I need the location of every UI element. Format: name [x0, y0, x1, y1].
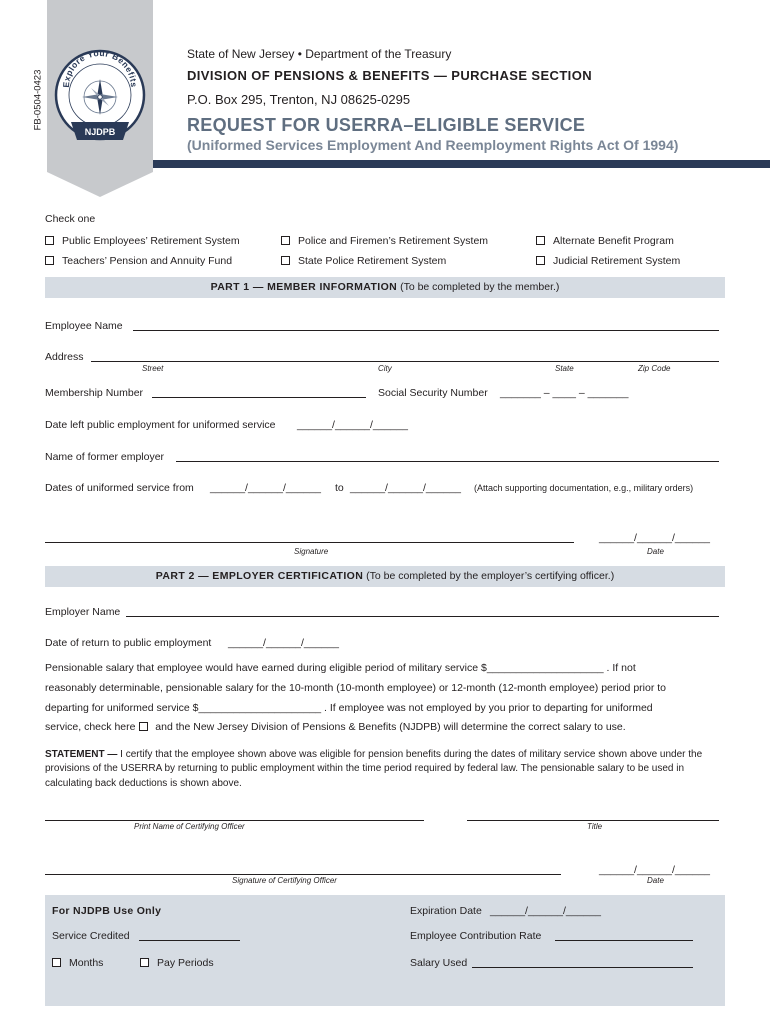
zip-caption: Zip Code [638, 364, 671, 373]
service-credited-field[interactable] [139, 940, 240, 941]
member-date-field[interactable]: ______/______/______ [599, 532, 710, 544]
option-abp[interactable]: Alternate Benefit Program [536, 235, 674, 247]
contribution-rate-label: Employee Contribution Rate [410, 930, 542, 942]
checkbox[interactable] [45, 236, 54, 245]
officer-date-field[interactable]: ______/______/______ [599, 864, 710, 876]
date-return-label: Date of return to public employment [45, 637, 212, 649]
date-left-field[interactable]: ______/______/______ [297, 419, 408, 431]
expiration-date-label: Expiration Date [410, 905, 482, 917]
option-pfrs[interactable]: Police and Firemen’s Retirement System [281, 235, 488, 247]
expiration-date-field[interactable]: ______/______/______ [490, 905, 601, 917]
address-label: Address [45, 351, 84, 363]
option-pers[interactable]: Public Employees’ Retirement System [45, 235, 240, 247]
print-name-field[interactable] [45, 820, 424, 821]
service-credited-label: Service Credited [52, 930, 130, 942]
logo-ring-text: Explore Your Benefits [60, 47, 140, 88]
date-caption: Date [647, 547, 664, 556]
division-address: P.O. Box 295, Trenton, NJ 08625-0295 [187, 92, 411, 107]
checkbox[interactable] [140, 958, 149, 967]
address-field[interactable] [91, 361, 719, 362]
header-rule [153, 160, 770, 168]
salary-used-field[interactable] [472, 967, 693, 968]
employer-name-field[interactable] [126, 616, 719, 617]
service-dates-label: Dates of uniformed service from [45, 482, 194, 494]
state-department-line: State of New Jersey • Department of the Treasury [187, 47, 452, 61]
officer-title-field[interactable] [467, 820, 719, 821]
months-option[interactable]: Months [52, 957, 103, 969]
checkbox[interactable] [281, 256, 290, 265]
division-heading: DIVISION OF PENSIONS & BENEFITS — PURCHASE SECTION [187, 68, 592, 83]
checkbox[interactable] [52, 958, 61, 967]
use-only-title: For NJDPB Use Only [52, 905, 162, 917]
part2-header: PART 2 — EMPLOYER CERTIFICATION (To be completed by the employer’s certifying officer.) [45, 566, 725, 587]
service-from-field[interactable]: ______/______/______ [210, 482, 321, 494]
state-caption: State [555, 364, 574, 373]
njdpb-logo [47, 0, 153, 197]
service-to-field[interactable]: ______/______/______ [350, 482, 461, 494]
title-caption: Title [587, 822, 603, 831]
contribution-rate-field[interactable] [555, 940, 693, 941]
salary-used-label: Salary Used [410, 957, 468, 969]
former-employer-label: Name of former employer [45, 451, 165, 463]
njdpb-determine-checkbox[interactable] [139, 722, 148, 731]
option-jrs[interactable]: Judicial Retirement System [536, 255, 680, 267]
salary-field-2[interactable]: _____________________ [198, 701, 322, 714]
signature-caption: Signature [294, 547, 329, 556]
employee-name-label: Employee Name [45, 320, 123, 332]
member-signature-field[interactable] [45, 542, 574, 543]
njdpb-use-only-box [45, 895, 725, 1006]
officer-signature-field[interactable] [45, 874, 561, 875]
part1-header: PART 1 — MEMBER INFORMATION (To be completed by the member.) [45, 277, 725, 298]
membership-number-field[interactable] [152, 397, 366, 398]
check-one-label: Check one [45, 213, 96, 225]
officer-signature-caption: Signature of Certifying Officer [232, 876, 337, 885]
pay-periods-option[interactable]: Pay Periods [140, 957, 214, 969]
salary-paragraph: Pensionable salary that employee would have earned during eligible period of military service $____________________ . If not reasonably determinable, pensionable salary for the 10-month (10-month employee) or 12-month (12-month employee) period prior to departing for uniformed service $_____________________ . If employee was not employed by you prior to departing for uniformed service, check here and the New Jersey Division of Pensions & Benefits (NJDPB) will determine the correct salary to use. [45, 662, 666, 734]
option-sprs[interactable]: State Police Retirement System [281, 255, 446, 267]
ssn-field[interactable]: _______ – ____ – _______ [500, 387, 629, 399]
attach-note: (Attach supporting documentation, e.g., military orders) [474, 483, 694, 493]
date-return-field[interactable]: ______/______/______ [228, 637, 339, 649]
membership-number-label: Membership Number [45, 387, 144, 399]
checkbox[interactable] [281, 236, 290, 245]
logo-abbr: NJDPB [84, 127, 116, 137]
salary-field-1[interactable]: ____________________ [486, 662, 604, 674]
option-tpaf[interactable]: Teachers’ Pension and Annuity Fund [45, 255, 232, 267]
print-name-caption: Print Name of Certifying Officer [134, 822, 245, 831]
officer-date-caption: Date [647, 876, 664, 885]
former-employer-field[interactable] [176, 461, 719, 462]
checkbox[interactable] [536, 236, 545, 245]
checkbox[interactable] [45, 256, 54, 265]
employer-name-label: Employer Name [45, 606, 121, 618]
street-caption: Street [142, 364, 164, 373]
form-id: FB-0504-0423 [32, 69, 44, 131]
city-caption: City [378, 364, 392, 373]
employee-name-field[interactable] [133, 330, 719, 331]
ssn-label: Social Security Number [378, 387, 488, 399]
form-subtitle: (Uniformed Services Employment And Reemployment Rights Act Of 1994) [187, 137, 679, 153]
to-label: to [335, 482, 344, 494]
date-left-label: Date left public employment for uniformed service [45, 419, 276, 431]
checkbox[interactable] [536, 256, 545, 265]
form-title: REQUEST FOR USERRA–ELIGIBLE SERVICE [187, 115, 586, 135]
certification-statement: STATEMENT — I certify that the employee shown above was eligible for pension benefits during the dates of military service shown above under the provisions of the USERRA by returning to public employment within the time period required by federal law. The pensionable salary to be used in calculating back deductions is shown above. [45, 749, 703, 789]
